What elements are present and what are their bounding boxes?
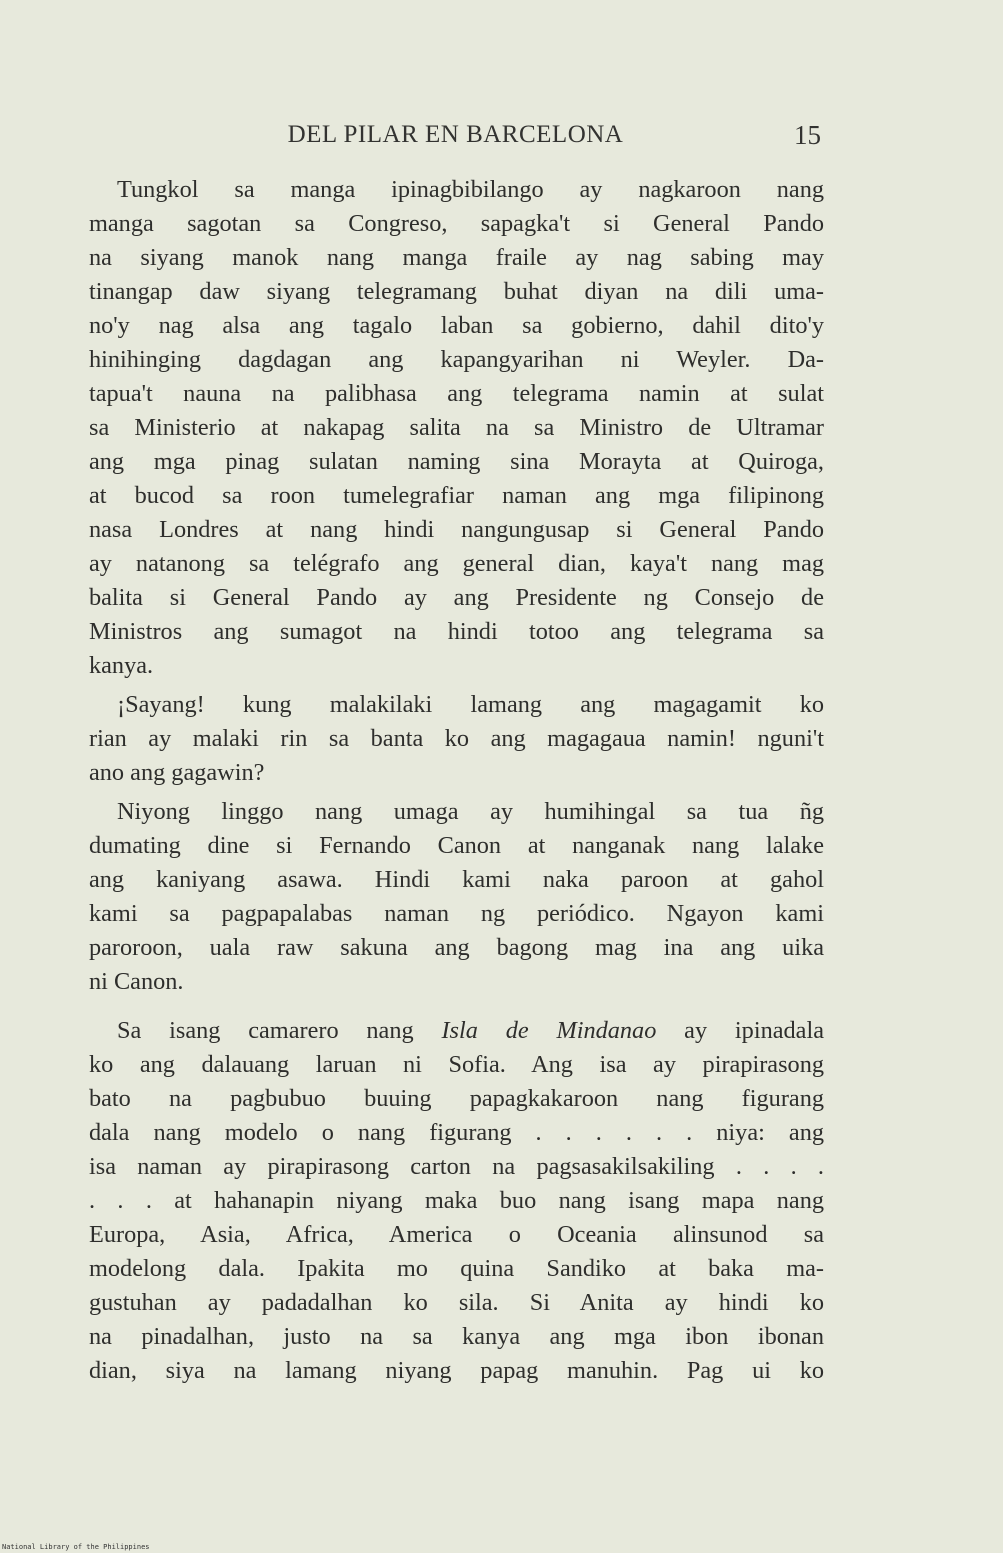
text-line: bato na pagbubuo buuing papagkakaroon nang figurang <box>89 1085 824 1112</box>
text-line: tapua't nauna na palibhasa ang telegrama namin at sulat <box>89 380 824 407</box>
text-line: gustuhan ay padadalhan ko sila. Si Anita ay hindi ko <box>89 1289 824 1316</box>
text-line: nasa Londres at nang hindi nangungusap si General Pando <box>89 516 824 543</box>
text-line: sa Ministerio at nakapag salita na sa Ministro de Ultramar <box>89 414 824 441</box>
text-run: ay ipinadala <box>656 1017 824 1044</box>
text-line: no'y nag alsa ang tagalo laban sa gobierno, dahil dito'y <box>89 312 824 339</box>
library-credit: National Library of the Philippines <box>2 1543 150 1551</box>
text-line: ¡Sayang! kung malakilaki lamang ang magagamit ko <box>117 691 824 718</box>
paragraph-3 <box>89 795 824 999</box>
text-line: paroroon, uala raw sakuna ang bagong mag ina ang uika <box>89 934 824 961</box>
text-line: Europa, Asia, Africa, America o Oceania alinsunod sa <box>89 1221 824 1248</box>
text-line: ko ang dalauang laruan ni Sofia. Ang isa ay pirapirasong <box>89 1051 824 1078</box>
text-line: hinihinging dagdagan ang kapangyarihan ni Weyler. Da- <box>89 346 824 373</box>
text-line: ni Canon. <box>89 968 184 995</box>
text-line: na siyang manok nang manga fraile ay nag sabing may <box>89 244 824 271</box>
paragraph-1 <box>89 173 824 683</box>
text-line: tinangap daw siyang telegramang buhat diyan na dili uma- <box>89 278 824 305</box>
text-line: na pinadalhan, justo na sa kanya ang mga ibon ibonan <box>89 1323 824 1350</box>
paragraph-2 <box>89 688 824 790</box>
text-line: ano ang gagawin? <box>89 759 265 786</box>
ship-name: Isla de Mindanao <box>441 1017 657 1044</box>
text-line: Ministros ang sumagot na hindi totoo ang telegrama sa <box>89 618 824 645</box>
text-line: dian, siya na lamang niyang papag manuhin. Pag ui ko <box>89 1357 824 1384</box>
text-line: modelong dala. Ipakita mo quina Sandiko at baka ma- <box>89 1255 824 1282</box>
paragraph-4 <box>89 1014 824 1388</box>
text-line: manga sagotan sa Congreso, sapagka't si General Pando <box>89 210 824 237</box>
text-line: . . . at hahanapin niyang maka buo nang isang mapa nang <box>89 1187 824 1214</box>
running-title: DEL PILAR EN BARCELONA <box>287 121 624 148</box>
text-line: Niyong linggo nang umaga ay humihingal sa tua ñg <box>117 798 824 825</box>
running-head <box>88 118 823 152</box>
text-line: kanya. <box>89 652 154 679</box>
text-line: isa naman ay pirapirasong carton na pagsasakilsakiling . . . . <box>89 1153 824 1180</box>
text-line: kami sa pagpapalabas naman ng periódico. Ngayon kami <box>89 900 824 927</box>
text-line <box>89 1014 824 1048</box>
text-line: dala nang modelo o nang figurang . . . . . . niya: ang <box>89 1119 824 1146</box>
text-line: ang kaniyang asawa. Hindi kami naka paroon at gahol <box>89 866 824 893</box>
body-text <box>89 173 824 1393</box>
text-run: Sa isang camarero nang <box>117 1017 442 1044</box>
text-line: ang mga pinag sulatan naming sina Morayta at Quiroga, <box>89 448 824 475</box>
text-line: rian ay malaki rin sa banta ko ang magagaua namin! nguni't <box>89 725 824 752</box>
page-number: 15 <box>794 120 821 150</box>
text-line: ay natanong sa telégrafo ang general dian, kaya't nang mag <box>89 550 824 577</box>
text-line: Tungkol sa manga ipinagbibilango ay nagkaroon nang <box>117 176 824 203</box>
paragraph-spacer <box>89 1004 824 1014</box>
text-line: dumating dine si Fernando Canon at nanganak nang lalake <box>89 832 824 859</box>
text-line: at bucod sa roon tumelegrafiar naman ang mga filipinong <box>89 482 824 509</box>
text-line: balita si General Pando ay ang Presidente ng Consejo de <box>89 584 824 611</box>
